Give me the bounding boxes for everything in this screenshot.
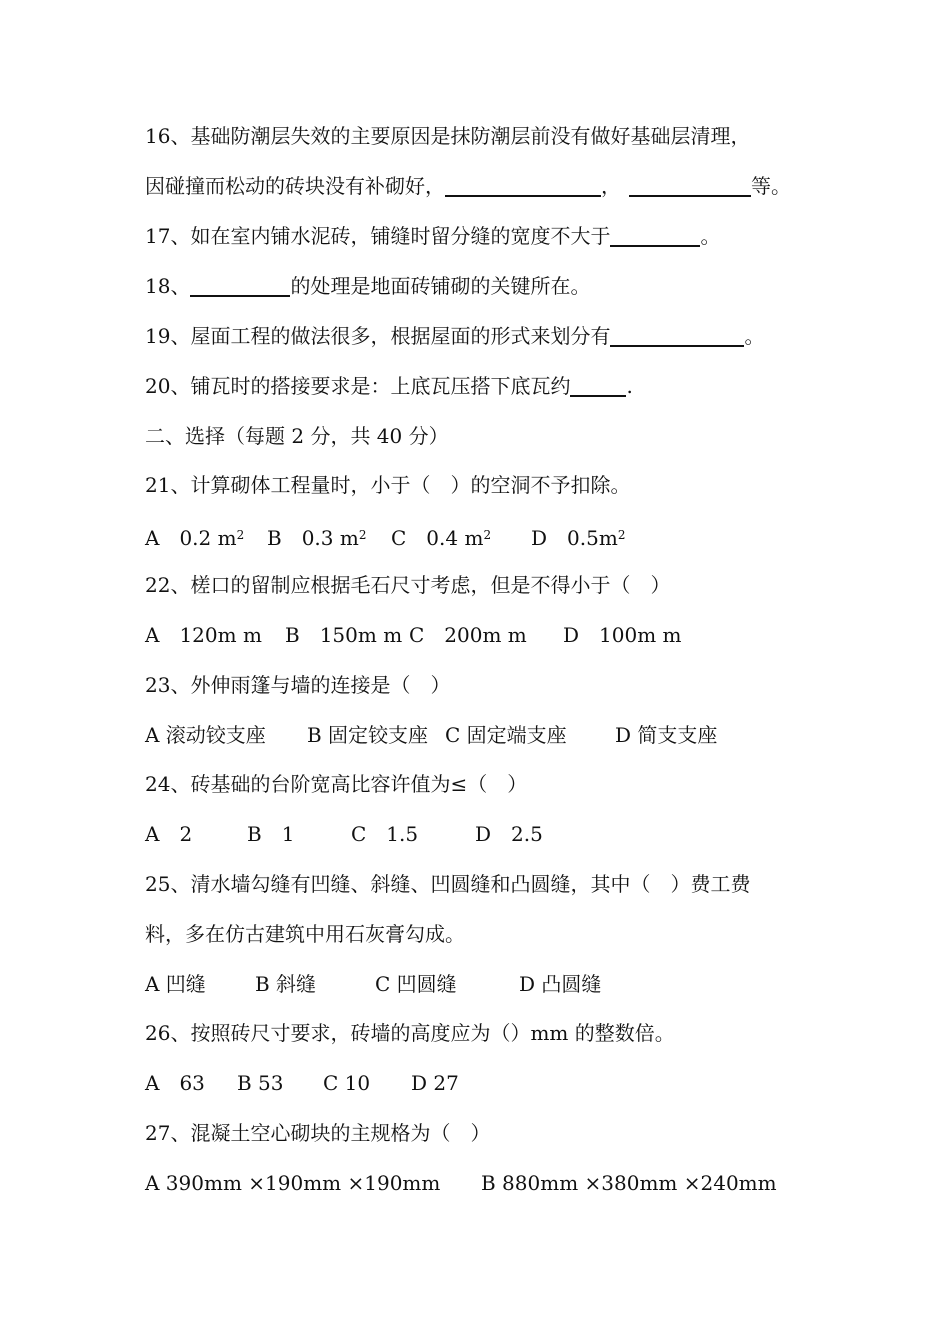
question-27-options <box>145 1170 777 1196</box>
option-a[interactable]: A 390mm ×190mm ×190mm <box>145 1171 441 1195</box>
question-22-text: 22、槎口的留制应根据毛石尺寸考虑，但是不得小于（ ） <box>145 573 671 597</box>
question-26-text: 26、按照砖尺寸要求，砖墙的高度应为（）mm 的整数倍。 <box>145 1021 675 1045</box>
option-c[interactable]: C 凹圆缝 <box>375 972 457 996</box>
option-b[interactable]: B 1 <box>247 822 295 846</box>
question-16-end: 等。 <box>751 174 791 198</box>
option-d[interactable]: D $0.5m^2$ <box>531 526 626 550</box>
option-c[interactable]: C 200m m <box>409 623 527 647</box>
option-a[interactable]: A 2 <box>145 822 193 846</box>
option-a[interactable]: A 凹缝 <box>145 972 206 996</box>
option-d[interactable]: D 简支支座 <box>615 723 718 747</box>
question-19 <box>145 323 764 349</box>
answer-blank[interactable] <box>570 373 626 397</box>
question-22 <box>145 572 670 598</box>
question-23-text: 23、外伸雨篷与墙的连接是（ ） <box>145 673 451 697</box>
question-27-text: 27、混凝土空心砌块的主规格为（ ） <box>145 1121 491 1145</box>
option-a[interactable]: A 滚动铰支座 <box>145 723 266 747</box>
question-18-text: 的处理是地面砖铺砌的关键所在。 <box>290 274 591 298</box>
question-18-number: 18、 <box>145 274 191 298</box>
question-16-text: 16、基础防潮层失效的主要原因是抹防潮层前没有做好基础层清理， <box>145 124 751 148</box>
question-23-options <box>145 722 717 748</box>
question-16-line-1 <box>145 123 750 149</box>
option-b[interactable]: B 880mm ×380mm ×240mm <box>481 1171 777 1195</box>
question-25-line-2 <box>145 921 465 947</box>
question-26 <box>145 1020 675 1046</box>
question-17-end: 。 <box>700 224 721 248</box>
option-c[interactable]: C 1.5 <box>351 822 419 846</box>
answer-blank[interactable] <box>610 223 700 247</box>
option-a[interactable]: A 120m m <box>145 623 262 647</box>
answer-blank[interactable] <box>190 273 290 297</box>
question-21-text: 21、计算砌体工程量时，小于（ ）的空洞不予扣除。 <box>145 473 631 497</box>
question-21-options <box>145 522 625 548</box>
question-20-text: 20、铺瓦时的搭接要求是：上底瓦压搭下底瓦约 <box>145 374 571 398</box>
question-17-text: 17、如在室内铺水泥砖，铺缝时留分缝的宽度不大于 <box>145 224 611 248</box>
option-b[interactable]: B 斜缝 <box>255 972 317 996</box>
question-21 <box>145 472 630 498</box>
question-26-options <box>145 1070 459 1096</box>
question-16-text-cont: 因碰撞而松动的砖块没有补砌好， <box>145 174 445 198</box>
option-c[interactable]: C 固定端支座 <box>445 723 567 747</box>
question-25-options <box>145 971 601 997</box>
question-18 <box>145 273 590 299</box>
option-a[interactable]: A 63 <box>145 1071 205 1095</box>
option-d[interactable]: D 27 <box>411 1071 459 1095</box>
option-d[interactable]: D 凸圆缝 <box>519 972 602 996</box>
question-16-line-2 <box>145 173 791 199</box>
question-19-end: 。 <box>744 324 765 348</box>
option-b[interactable]: B 0.3 $m^2$ <box>267 526 367 550</box>
question-22-options <box>145 622 682 648</box>
option-c[interactable]: C 0.4 $m^2$ <box>391 526 492 550</box>
question-25-text: 25、清水墙勾缝有凹缝、斜缝、凹圆缝和凸圆缝，其中（ ）费工费 <box>145 872 751 896</box>
answer-blank[interactable] <box>610 323 744 347</box>
section-2-title: 二、选择（每题 2 分，共 40 分） <box>145 424 449 448</box>
question-19-text: 19、屋面工程的做法很多，根据屋面的形式来划分有 <box>145 324 611 348</box>
question-24 <box>145 771 527 797</box>
option-b[interactable]: B 固定铰支座 <box>307 723 429 747</box>
question-24-text: 24、砖基础的台阶宽高比容许值为≤（ ） <box>145 772 528 796</box>
answer-blank[interactable] <box>629 173 751 197</box>
option-d[interactable]: D 2.5 <box>475 822 543 846</box>
question-24-options <box>145 821 543 847</box>
question-23 <box>145 672 450 698</box>
option-b[interactable]: B 150m m <box>285 623 403 647</box>
question-20-end: . <box>626 374 633 398</box>
question-27 <box>145 1120 490 1146</box>
option-b[interactable]: B 53 <box>237 1071 284 1095</box>
question-17 <box>145 223 720 249</box>
section-heading-choice <box>145 423 449 449</box>
option-d[interactable]: D 100m m <box>563 623 682 647</box>
separator: ， <box>601 174 621 198</box>
question-20 <box>145 373 633 399</box>
question-25-line-1 <box>145 871 750 897</box>
question-25-text-cont: 料，多在仿古建筑中用石灰膏勾成。 <box>145 922 465 946</box>
answer-blank[interactable] <box>445 173 601 197</box>
option-a[interactable]: A 0.2 $m^2$ <box>145 526 245 550</box>
option-c[interactable]: C 10 <box>323 1071 371 1095</box>
